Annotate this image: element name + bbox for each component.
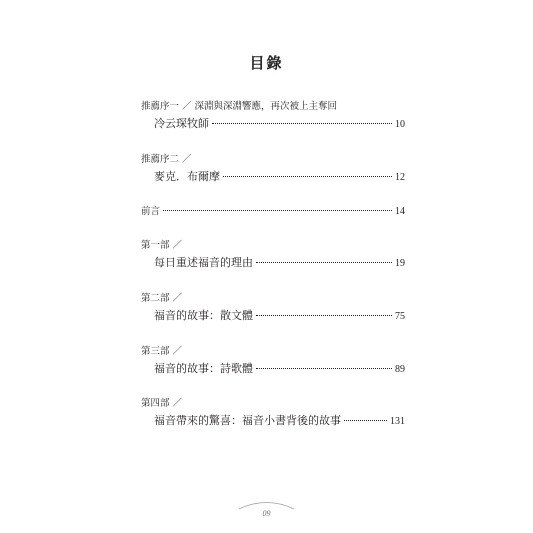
toc-page-number: 12 [395, 172, 405, 183]
toc-entry-heading: 第二部 ／ [141, 293, 183, 304]
toc-entry-part-3[interactable] [141, 346, 405, 377]
toc-page-number: 10 [395, 119, 405, 130]
toc-entry-part-2[interactable] [141, 293, 405, 324]
dot-leader [163, 210, 392, 211]
toc-page-number: 14 [395, 206, 405, 217]
toc-page-number: 75 [395, 311, 405, 322]
toc-entry-foreword-1[interactable] [141, 101, 405, 132]
toc-entry-part-1[interactable] [141, 240, 405, 271]
page-footer [0, 500, 533, 524]
page-title: 目錄 [249, 54, 284, 72]
toc-entry-text: 每日重述福音的理由 [154, 256, 253, 269]
dot-leader [256, 368, 392, 369]
toc-entry-heading: 前言 [141, 206, 161, 217]
toc-entry-heading: 推薦序二 ／ [141, 154, 192, 165]
toc-entry-text: 麥克．布爾摩 [154, 170, 220, 183]
dot-leader [212, 123, 392, 124]
toc-entry-heading: 推薦序一 ／ 深淵與深淵響應，再次被上主奪回 [141, 101, 338, 112]
toc-entry-heading: 第四部 ／ [141, 398, 183, 409]
toc-entry-heading: 第一部 ／ [141, 240, 183, 251]
toc-entry-text: 冷云琛牧師 [154, 117, 209, 130]
toc-entry-preface[interactable] [141, 206, 405, 218]
toc-page-number: 89 [395, 364, 405, 375]
dot-leader [223, 176, 392, 177]
toc-entry-part-4[interactable] [141, 398, 405, 429]
toc-entry-text: 福音的故事：詩歌體 [154, 362, 253, 375]
toc-page-number: 19 [395, 258, 405, 269]
dot-leader [344, 420, 387, 421]
dot-leader [256, 262, 392, 263]
dot-leader [256, 315, 392, 316]
toc-entry-heading: 第三部 ／ [141, 346, 183, 357]
toc-entry-text: 福音的故事：散文體 [154, 309, 253, 322]
toc-entry-foreword-2[interactable] [141, 154, 405, 185]
toc-entry-text: 福音帶來的驚喜：福音小書背後的故事 [154, 414, 341, 427]
footer-page-number: 09 [262, 509, 271, 518]
toc-page-number: 131 [390, 416, 405, 427]
